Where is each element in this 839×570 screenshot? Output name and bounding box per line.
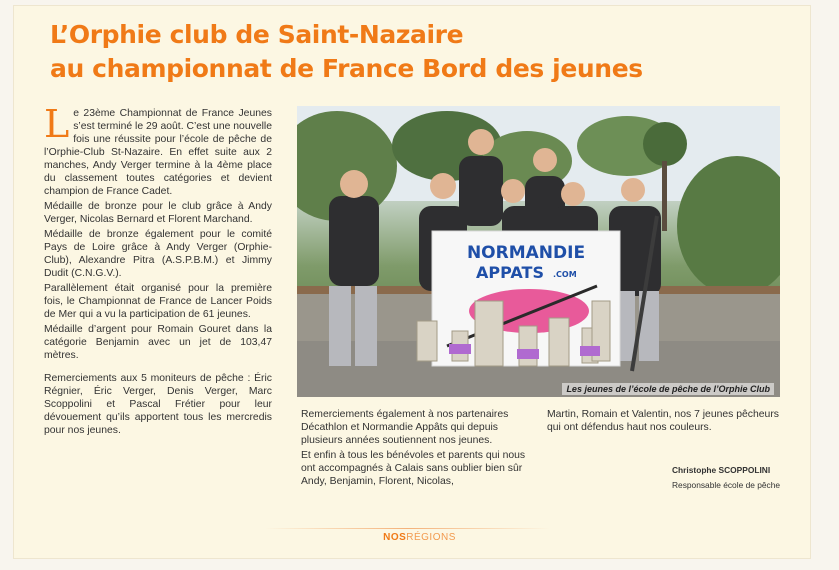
article-column-2 (301, 408, 531, 490)
banner-suffix: .COM (553, 270, 577, 279)
article-column-3 (547, 408, 783, 436)
paragraph: Remerciements aux 5 moniteurs de pêche : Éric Régnier, Éric Verger, Denis Verger, Marc Scoppolini et Pascal Frétier pour leur dévouement qu’ils apportent tous les mercredis pour nos jeunes. (44, 373, 272, 436)
title-line-1: L’Orphie club de Saint-Nazaire (50, 20, 464, 49)
section-footer (0, 532, 839, 543)
paragraph: Médaille d’argent pour Romain Gouret dans la catégorie Benjamin avec un jet de 103,47 mètres. (44, 324, 272, 361)
footer-label-bold: NOS (383, 532, 407, 543)
author-role: Responsable école de pêche (672, 480, 781, 490)
drop-cap: L (44, 102, 70, 146)
paragraph: Parallèlement était organisé pour la première fois, le Championnat de France de Lancer Poids de Mer qui a vu la participation de 61 jeunes. (44, 283, 272, 320)
article-title (50, 18, 643, 86)
author-name: Christophe SCOPPOLINI (672, 465, 771, 475)
paragraph: Et enfin à tous les bénévoles et parents qui nous ont accompagnés à Calais sans oublier bien sûr Andy, Benjamin, Florent, Nicolas, (301, 450, 526, 487)
footer-divider (265, 528, 550, 529)
paragraph: Médaille de bronze également pour le comité Pays de Loire grâce à Andy Verger (Orphie-Club), Alexandre Pitra (A.S.P.B.M.) et Jimmy Dudit (C.N.G.V.). (44, 229, 272, 279)
photo-caption: Les jeunes de l’école de pêche de l’Orphie Club (562, 383, 774, 395)
team-photo (297, 106, 780, 397)
paragraph: Martin, Romain et Valentin, nos 7 jeunes pêcheurs qui ont défendus haut nos couleurs. (547, 409, 779, 433)
signature (672, 463, 780, 493)
banner-text-1: NORMANDIE (466, 243, 586, 263)
banner-text-2: APPATS (476, 263, 544, 282)
footer-label-light: RÉGIONS (406, 532, 456, 543)
title-line-2: au championnat de France Bord des jeunes (50, 54, 643, 83)
paragraph: Médaille de bronze pour le club grâce à Andy Verger, Nicolas Bernard et Florent Marchand. (44, 201, 272, 225)
paragraph: Le 23ème Championnat de France Jeunes s’est terminé le 29 août. C’est une nouvelle fois une réussite pour l’école de pêche de l’Orphie-Club St-Nazaire. En effet suite aux 2 manches, Andy Verger termine à la 4ème place du classement toutes catégories et devient champion de France Cadet. (44, 102, 272, 197)
photo-illustration (297, 106, 780, 397)
paragraph: Remerciements également à nos partenaires Décathlon et Normandie Appâts qui depuis plusieurs années soutiennent nos jeunes. (301, 409, 509, 446)
article-column-1 (44, 102, 272, 439)
